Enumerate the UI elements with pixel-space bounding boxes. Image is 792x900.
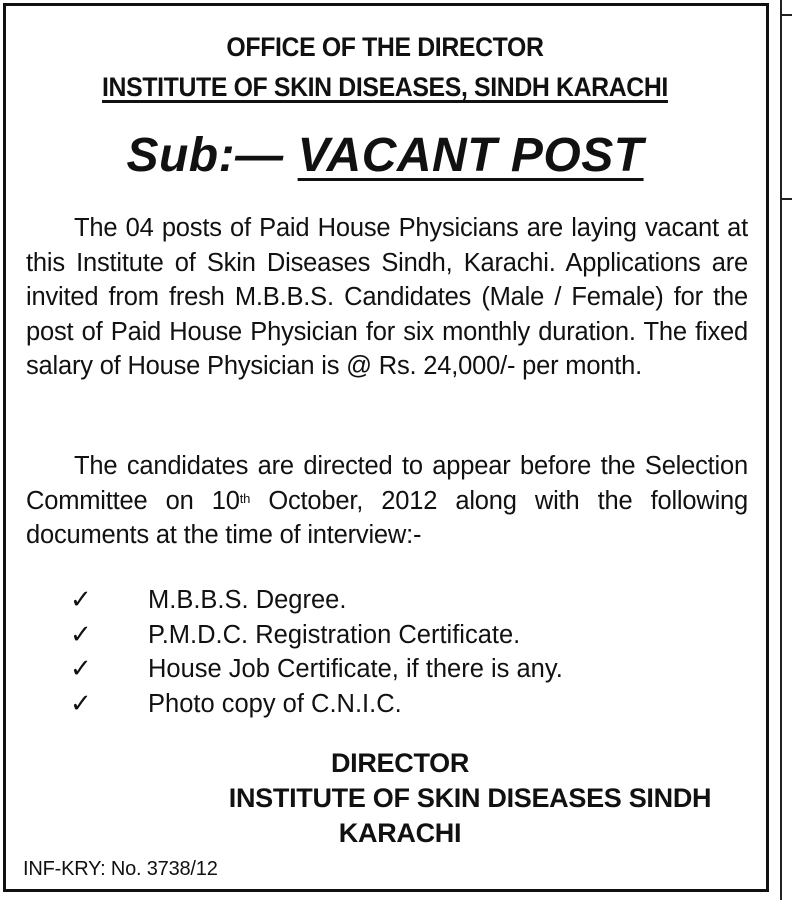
document-item-label: P.M.D.C. Registration Certificate.: [148, 620, 521, 649]
checkmark-icon: ✓: [70, 585, 92, 615]
list-item: [70, 687, 563, 722]
body-paragraph-vacancy: The 04 posts of Paid House Physicians are laying vacant at this Institute of Skin Diseases Sindh, Karachi. Applications are invited from fresh M.B.B.S. Candidates (Male / Female) for the post of Paid House Physician for six monthly duration. The fixed salary of House Physician is @ Rs. 24,000/- per month.: [26, 214, 748, 380]
subject-prefix: Sub:—: [126, 129, 284, 182]
checkmark-icon: ✓: [70, 688, 92, 719]
list-item: [70, 618, 563, 653]
institute-title-text: INSTITUTE OF SKIN DISEASES, SINDH KARACHI: [102, 72, 668, 102]
reference-number: INF-KRY: No. 3738/12: [23, 858, 218, 880]
adjacent-column-tick: [780, 14, 792, 16]
document-item-label: M.B.B.S. Degree.: [148, 586, 347, 614]
document-item-label: Photo copy of C.N.I.C.: [148, 689, 402, 718]
signatory-institute: INSTITUTE OF SKIN DISEASES SINDH: [228, 783, 712, 813]
document-item-label: House Job Certificate, if there is any.: [148, 655, 563, 683]
list-item: [70, 583, 563, 618]
signatory-city: KARACHI: [338, 818, 462, 848]
checkmark-icon: ✓: [70, 619, 92, 650]
list-item: [70, 652, 563, 687]
adjacent-column-rule: [780, 0, 782, 900]
adjacent-column-tick: [780, 198, 792, 200]
interview-text-start: The candidates are directed to appear before the Selection Committee on 10: [26, 452, 748, 515]
subject-heading: [20, 128, 750, 183]
interview-text-end: October, 2012 along with the following documents at the time of interview:-: [26, 486, 748, 549]
required-documents-list: [70, 583, 563, 721]
signatory-title: DIRECTOR: [330, 748, 470, 778]
date-ordinal-suffix: th: [239, 490, 251, 506]
checkmark-icon: ✓: [70, 654, 92, 684]
office-title: OFFICE OF THE DIRECTOR: [226, 32, 544, 62]
body-paragraph-interview: [26, 449, 748, 553]
subject-title: VACANT POST: [297, 129, 644, 182]
institute-title: [49, 72, 721, 103]
